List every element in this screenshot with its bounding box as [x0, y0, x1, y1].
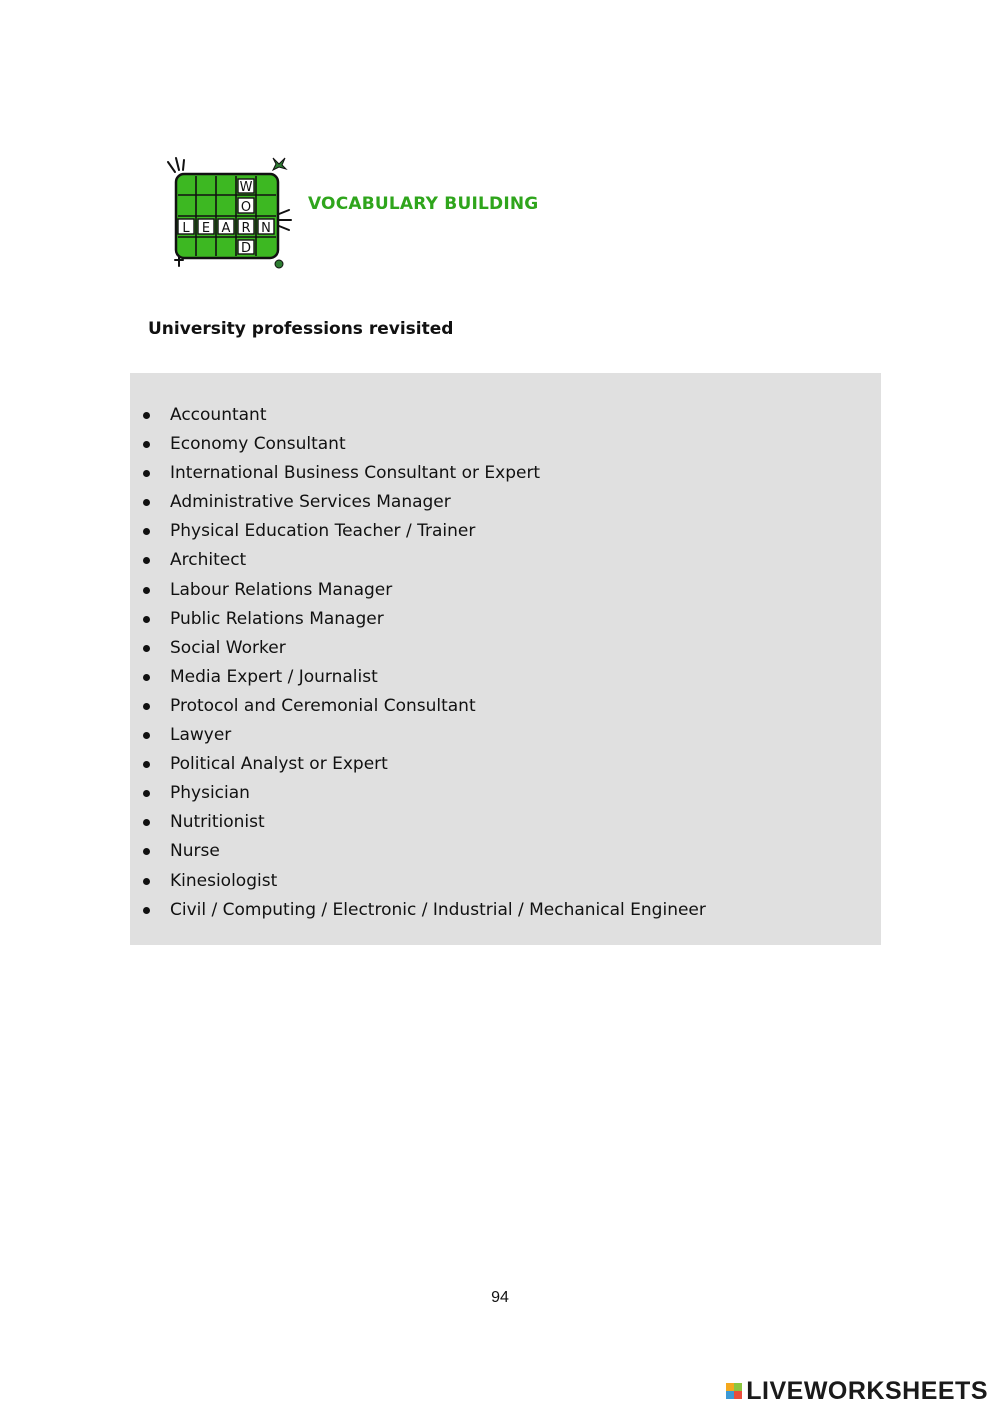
logo-letter-a: A — [221, 221, 231, 236]
profession-label: Nurse — [170, 841, 220, 862]
bullet-icon — [143, 441, 150, 448]
bullet-icon — [143, 557, 150, 564]
bullet-icon — [143, 616, 150, 623]
page-number: 94 — [491, 1289, 509, 1306]
list-item — [130, 608, 881, 637]
learn-word-logo — [162, 152, 298, 274]
liveworksheets-icon — [726, 1383, 742, 1399]
bullet-icon — [143, 528, 150, 535]
logo-letter-n: N — [261, 221, 271, 236]
list-item — [130, 462, 881, 491]
wm-square — [734, 1383, 742, 1391]
bullet-icon — [143, 645, 150, 652]
watermark-text: LIVEWORKSHEETS — [746, 1376, 988, 1405]
profession-label: Lawyer — [170, 725, 232, 746]
bullet-icon — [143, 819, 150, 826]
list-item — [130, 637, 881, 666]
list-item — [130, 724, 881, 753]
profession-label: Accountant — [170, 405, 267, 425]
wm-square — [734, 1391, 742, 1399]
bullet-icon — [143, 587, 150, 594]
profession-label: Labour Relations Manager — [170, 579, 393, 600]
logo-letter-e: E — [201, 221, 211, 236]
profession-label: Administrative Services Manager — [170, 492, 451, 513]
list-item — [130, 695, 881, 724]
bullet-icon — [143, 790, 150, 797]
bullet-icon — [143, 732, 150, 739]
logo-letter-r: R — [241, 221, 251, 236]
list-item — [130, 520, 881, 549]
logo-letter-o: O — [240, 200, 252, 215]
profession-label: Economy Consultant — [170, 434, 346, 455]
profession-label: Physical Education Teacher / Trainer — [170, 521, 476, 542]
wm-square — [726, 1383, 734, 1391]
list-item — [130, 404, 881, 433]
profession-label: Protocol and Ceremonial Consultant — [170, 695, 476, 716]
profession-label: Physician — [170, 783, 250, 804]
profession-label: Public Relations Manager — [170, 608, 384, 629]
logo-letter-l: L — [182, 221, 190, 236]
profession-label: Kinesiologist — [170, 870, 278, 891]
bullet-icon — [143, 499, 150, 506]
wm-square — [726, 1391, 734, 1399]
profession-label: Nutritionist — [170, 812, 265, 833]
profession-label: International Business Consultant or Expert — [170, 463, 541, 484]
logo-letter-d: D — [240, 241, 252, 256]
list-item — [130, 870, 881, 899]
bullet-icon — [143, 761, 150, 768]
bullet-icon — [143, 703, 150, 710]
list-item — [130, 811, 881, 840]
bullet-icon — [143, 878, 150, 885]
profession-label: Civil / Computing / Electronic / Industrial / Mechanical Engineer — [170, 899, 706, 920]
liveworksheets-watermark — [726, 1377, 988, 1405]
profession-label: Political Analyst or Expert — [170, 754, 388, 775]
list-item — [130, 491, 881, 520]
bullet-icon — [143, 907, 150, 914]
profession-label: Media Expert / Journalist — [170, 666, 378, 687]
subheading: University professions revisited — [148, 319, 454, 339]
profession-label: Social Worker — [170, 637, 286, 658]
bullet-icon — [143, 412, 150, 419]
profession-label: Architect — [170, 550, 247, 571]
list-item — [130, 666, 881, 695]
list-item — [130, 579, 881, 608]
list-item — [130, 433, 881, 462]
bullet-icon — [143, 848, 150, 855]
list-item — [130, 753, 881, 782]
bullet-icon — [143, 470, 150, 477]
list-item — [130, 899, 881, 928]
logo-letter-w: W — [239, 180, 253, 195]
section-title: VOCABULARY BUILDING — [308, 194, 539, 214]
list-item — [130, 840, 881, 869]
list-item — [130, 549, 881, 578]
list-item — [130, 782, 881, 811]
professions-list — [130, 404, 881, 928]
bullet-icon — [143, 674, 150, 681]
professions-box — [130, 373, 881, 945]
